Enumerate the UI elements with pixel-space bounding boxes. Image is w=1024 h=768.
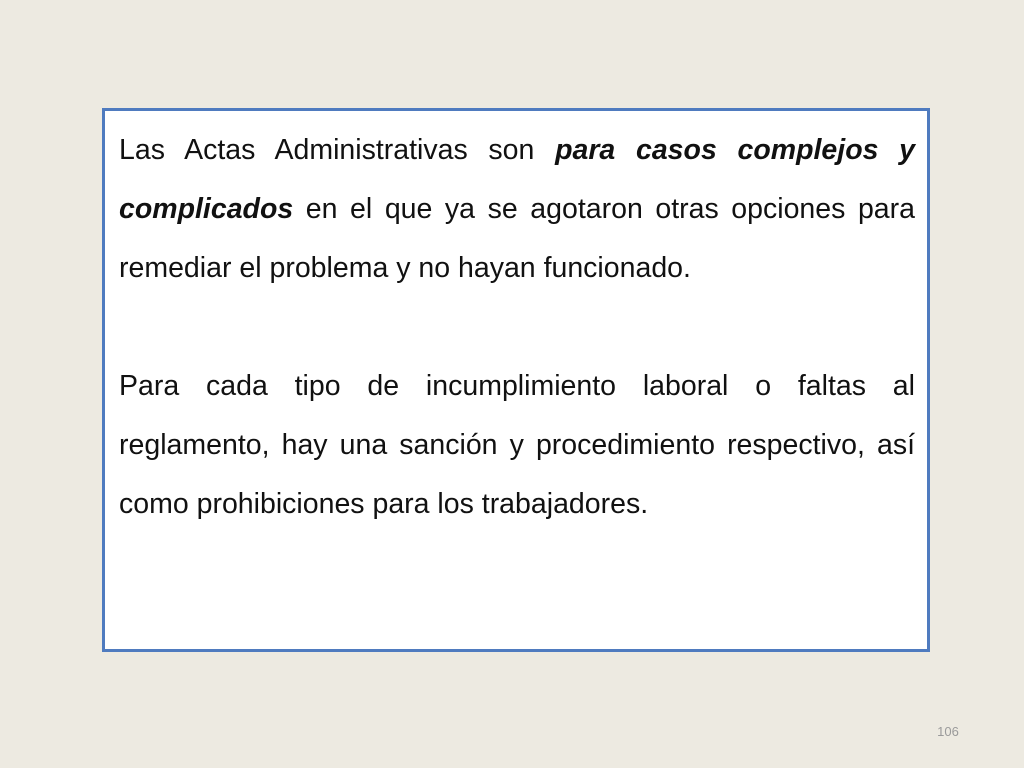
paragraph-1-text-before: Las Actas Administrativas son bbox=[119, 134, 556, 166]
content-text-box bbox=[102, 108, 930, 652]
paragraph-incumplimiento-laboral: Para cada tipo de incumplimiento laboral o faltas al reglamento, hay una sanción y procedimiento respectivo, así como prohibiciones para los trabajadores. bbox=[119, 370, 915, 520]
paragraph-1-emphasis: para casos complejos y complicados bbox=[119, 134, 915, 225]
paragraph-actas-administrativas bbox=[119, 121, 915, 298]
paragraph-1-text-after: en el que ya se agotaron otras opciones para remediar el problema y no hayan funcionado. bbox=[119, 193, 915, 284]
paragraph-spacer bbox=[119, 298, 915, 357]
page-number: 106 bbox=[937, 724, 959, 739]
